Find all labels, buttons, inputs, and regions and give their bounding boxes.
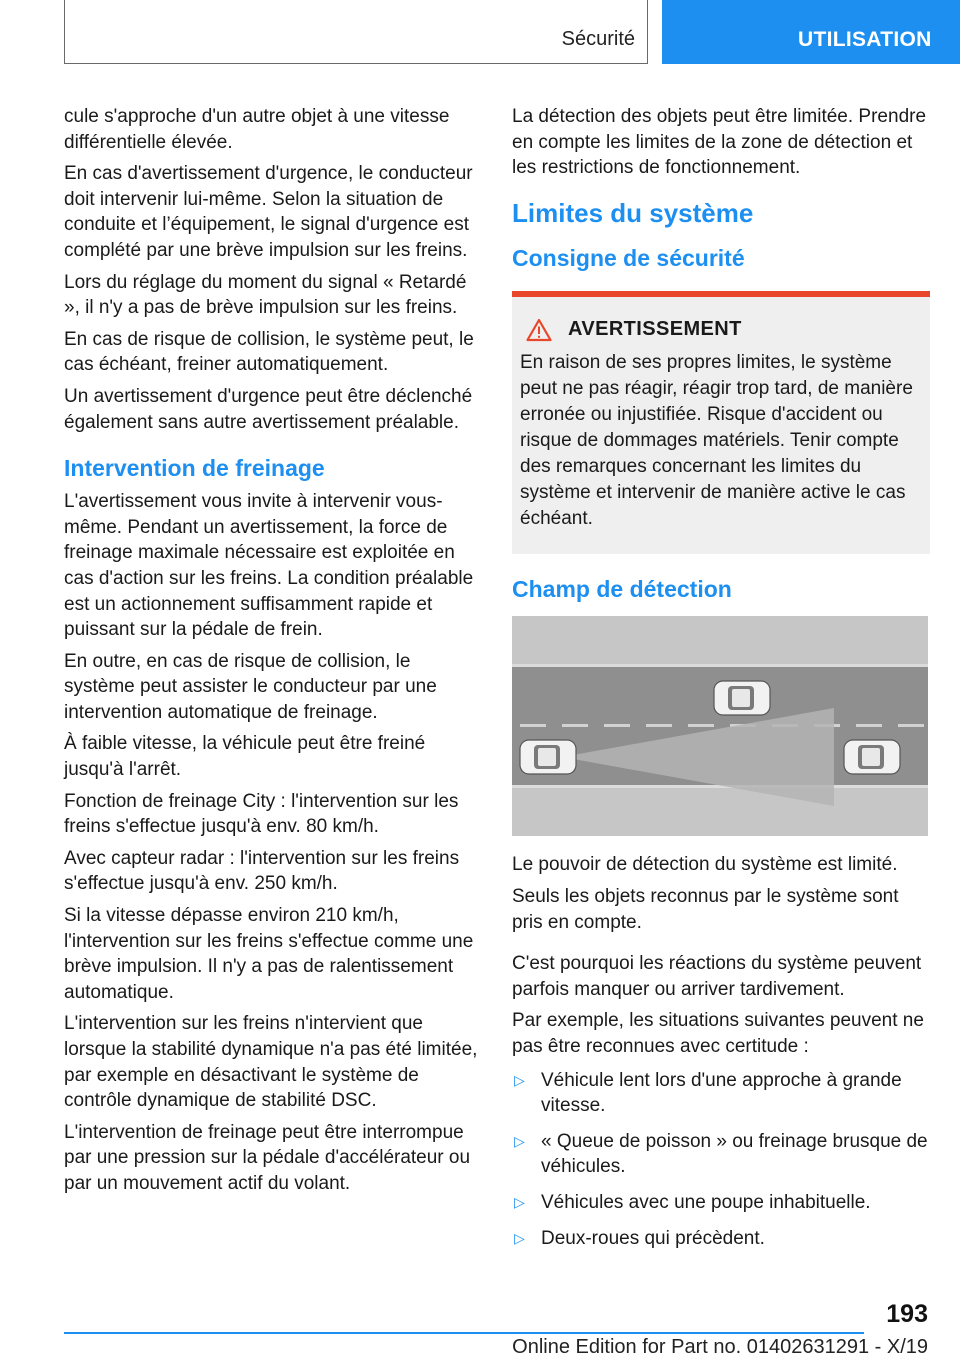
warning-body: En raison de ses propres limites, le système peut ne pas réagir, réagir trop tard, de manière erronée ou injustifiée. Risque d'accident ou risque de dommages matériels. Tenir compte des remarques concernant les limites du système et intervenir de manière active le cas échéant. bbox=[520, 352, 913, 530]
paragraph: Fonction de freinage City : l'intervention sur les freins s'effectue jusqu'à env. 80 km/h. bbox=[64, 790, 459, 838]
car-ahead bbox=[844, 740, 900, 774]
paragraph: À faible vitesse, la véhicule peut être freiné jusqu'à l'arrêt. bbox=[64, 733, 426, 781]
paragraph: L'intervention de freinage peut être interrompue par une pression sur la pédale d'accélérateur ou par un mouvement actif du volant. bbox=[64, 1121, 471, 1194]
paragraph: Si la vitesse dépasse environ 210 km/h, l'intervention sur les freins s'effectue comme une brève impulsion. Il n'y a pas de ralentissement automatique. bbox=[64, 905, 474, 1003]
triangle-bullet-icon: ▷ bbox=[514, 1071, 525, 1088]
triangle-bullet-icon: ▷ bbox=[514, 1193, 525, 1210]
paragraph: L'avertissement vous invite à intervenir vous-même. Pendant un avertissement, la force de freinage maximale nécessaire est exploitée en cas d'action sur les freins. La condition préalable est un actionnement suffisamment rapide et puissant sur la pédale de frein. bbox=[64, 491, 474, 641]
warning-triangle-icon bbox=[526, 318, 552, 342]
list-item: ▷ Deux-roues qui précèdent. bbox=[512, 1226, 930, 1252]
page-number: 193 bbox=[886, 1300, 928, 1328]
paragraph: En cas de risque de collision, le système peut, le cas échéant, freiner automatiquement. bbox=[64, 328, 474, 376]
header-section-box bbox=[64, 0, 648, 64]
heading-consigne-de-securite: Consigne de sécurité bbox=[512, 244, 745, 271]
paragraph: La détection des objets peut être limitée. Prendre en compte les limites de la zone de détection et les restrictions de fonctionnement. bbox=[512, 106, 927, 179]
warning-box bbox=[512, 291, 930, 555]
heading-champ-de-detection: Champ de détection bbox=[512, 576, 732, 603]
list-item: ▷ « Queue de poisson » ou freinage brusque de véhicules. bbox=[514, 1130, 928, 1178]
detection-field-illustration bbox=[512, 616, 928, 836]
footer-rule bbox=[64, 1332, 864, 1334]
paragraph: L'intervention sur les freins n'intervient que lorsque la stabilité dynamique n'a pas été limitée, par exemple en désactivant le système de contrôle dynamique de stabilité DSC. bbox=[64, 1013, 478, 1112]
triangle-bullet-icon: ▷ bbox=[514, 1229, 525, 1246]
car-adjacent-lane bbox=[714, 681, 770, 715]
heading-intervention-de-freinage: Intervention de freinage bbox=[64, 455, 325, 482]
list-item: ▷ Véhicule lent lors d'une approche à grande vitesse. bbox=[514, 1069, 902, 1117]
left-column bbox=[64, 104, 482, 1203]
warning-title: AVERTISSEMENT bbox=[568, 317, 742, 340]
road-scene-graphic bbox=[512, 616, 928, 836]
paragraph: En outre, en cas de risque de collision, le système peut assister le conducteur par une intervention automatique de freinage. bbox=[64, 650, 437, 723]
ego-car bbox=[520, 740, 576, 774]
heading-limites-du-systeme: Limites du système bbox=[512, 197, 754, 228]
header-chapter-tab: UTILISATION bbox=[662, 0, 960, 64]
paragraph: En cas d'avertissement d'urgence, le conducteur doit intervenir lui-même. Selon la situation de conduite et l’équipement, le signal d'urgence est complété par une brève impulsion sur les freins. bbox=[64, 163, 473, 261]
list-item: ▷ Véhicules avec une poupe inhabituelle. bbox=[512, 1190, 930, 1216]
triangle-bullet-icon: ▷ bbox=[514, 1132, 525, 1149]
paragraph: Par exemple, les situations suivantes peuvent ne pas être reconnues avec certitude : bbox=[512, 1010, 924, 1057]
paragraph: Le pouvoir de détection du système est limité. bbox=[512, 854, 898, 876]
paragraph: cule s'approche d'un autre objet à une vitesse différentielle élevée. bbox=[64, 106, 450, 153]
bullet-list bbox=[512, 1068, 930, 1252]
paragraph: Avec capteur radar : l'intervention sur les freins s'effectue jusqu'à env. 250 km/h. bbox=[64, 847, 460, 895]
warning-header bbox=[520, 317, 920, 343]
paragraph: Seuls les objets reconnus par le système sont pris en compte. bbox=[512, 885, 899, 933]
header-section-title: Sécurité bbox=[561, 28, 635, 50]
footer-edition: Online Edition for Part no. 01402631291 - X/19 bbox=[512, 1336, 928, 1358]
paragraph: Lors du réglage du moment du signal « Retardé », il n'y a pas de brève impulsion sur les freins. bbox=[64, 271, 467, 319]
paragraph: C'est pourquoi les réactions du système peuvent parfois manquer ou arriver tardivement. bbox=[512, 953, 922, 1000]
paragraph: Un avertissement d'urgence peut être déclenché également sans autre avertissement préalable. bbox=[64, 385, 473, 433]
right-column bbox=[512, 104, 930, 1261]
